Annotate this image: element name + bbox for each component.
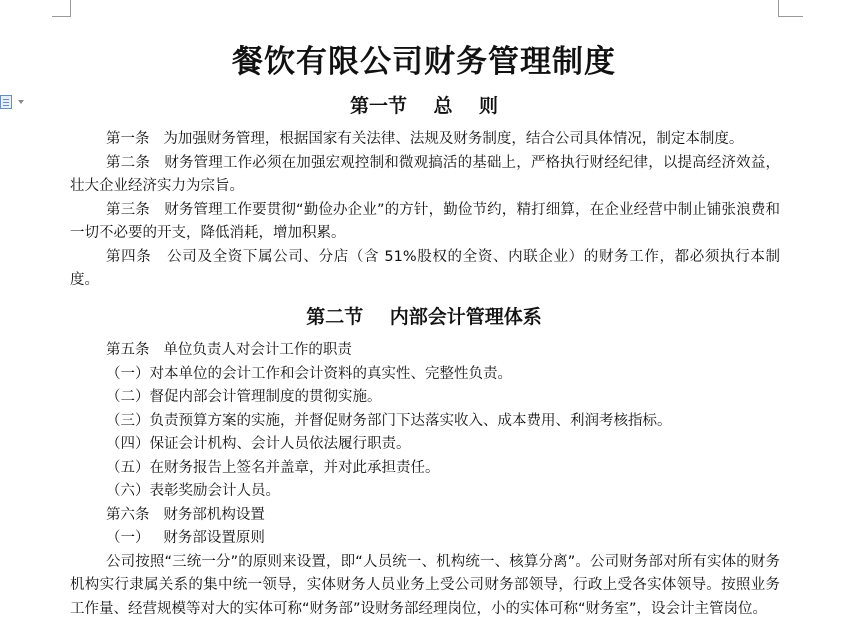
article-4: 第四条 公司及全资下属公司、分店（含 51%股权的全资、内联企业）的财务工作，都必须执行本制度。: [70, 248, 780, 288]
list-item: （五）在财务报告上签名并盖章，并对此承担责任。: [106, 459, 440, 476]
article-2: 第二条 财务管理工作必须在加强宏观控制和微观搞活的基础上，严格执行财经纪律，以提高经济效益，壮大企业经济实力为宗旨。: [70, 154, 780, 194]
article-1: 第一条 为加强财务管理，根据国家有关法律、法规及财务制度，结合公司具体情况，制定本制度。: [106, 131, 744, 147]
article-5: 第五条 单位负责人对会计工作的职责: [106, 342, 352, 358]
list-item: （一）对本单位的会计工作和会计资料的真实性、完整性负责。: [106, 365, 512, 382]
list-item: （三）负责预算方案的实施，并督促财务部门下达落实收入、成本费用、利润考核指标。: [106, 412, 672, 429]
body-paragraph: 公司按照“三统一分”的原则来设置，即“人员统一、机构统一、核算分离”。公司财务部对所有实体的财务机构实行隶属关系的集中统一领导，实体财务人员业务上受公司财务部领导，行政上受各实体领导。按照业务工作量、经营规模等对大的实体可称“财务部”设财务部经理岗位，小的实体可称“财务室”，设会计主管岗位。: [70, 553, 780, 617]
section-2-body: [70, 339, 780, 621]
section-1-body: [70, 128, 780, 293]
list-item: （六）表彰奖励会计人员。: [106, 483, 280, 499]
section-heading-1: 第一节 总 则: [350, 95, 498, 117]
sub-heading: （一） 财务部设置原则: [106, 530, 265, 546]
section-heading-2: 第二节 内部会计管理体系: [306, 306, 542, 328]
list-item: （二）督促内部会计管理制度的贯彻实施。: [106, 389, 382, 405]
crop-mark-top-right: [778, 0, 803, 17]
crop-mark-top-left: [52, 0, 71, 17]
list-item: （四）保证会计机构、会计人员依法履行职责。: [106, 436, 411, 452]
article-3: 第三条 财务管理工作要贯彻“勤俭办企业”的方针，勤俭节约，精打细算，在企业经营中制止铺张浪费和一切不必要的开支，降低消耗，增加积累。: [70, 201, 780, 241]
document-title: 餐饮有限公司财务管理制度: [232, 44, 616, 80]
article-6: 第六条 财务部机构设置: [106, 506, 265, 523]
